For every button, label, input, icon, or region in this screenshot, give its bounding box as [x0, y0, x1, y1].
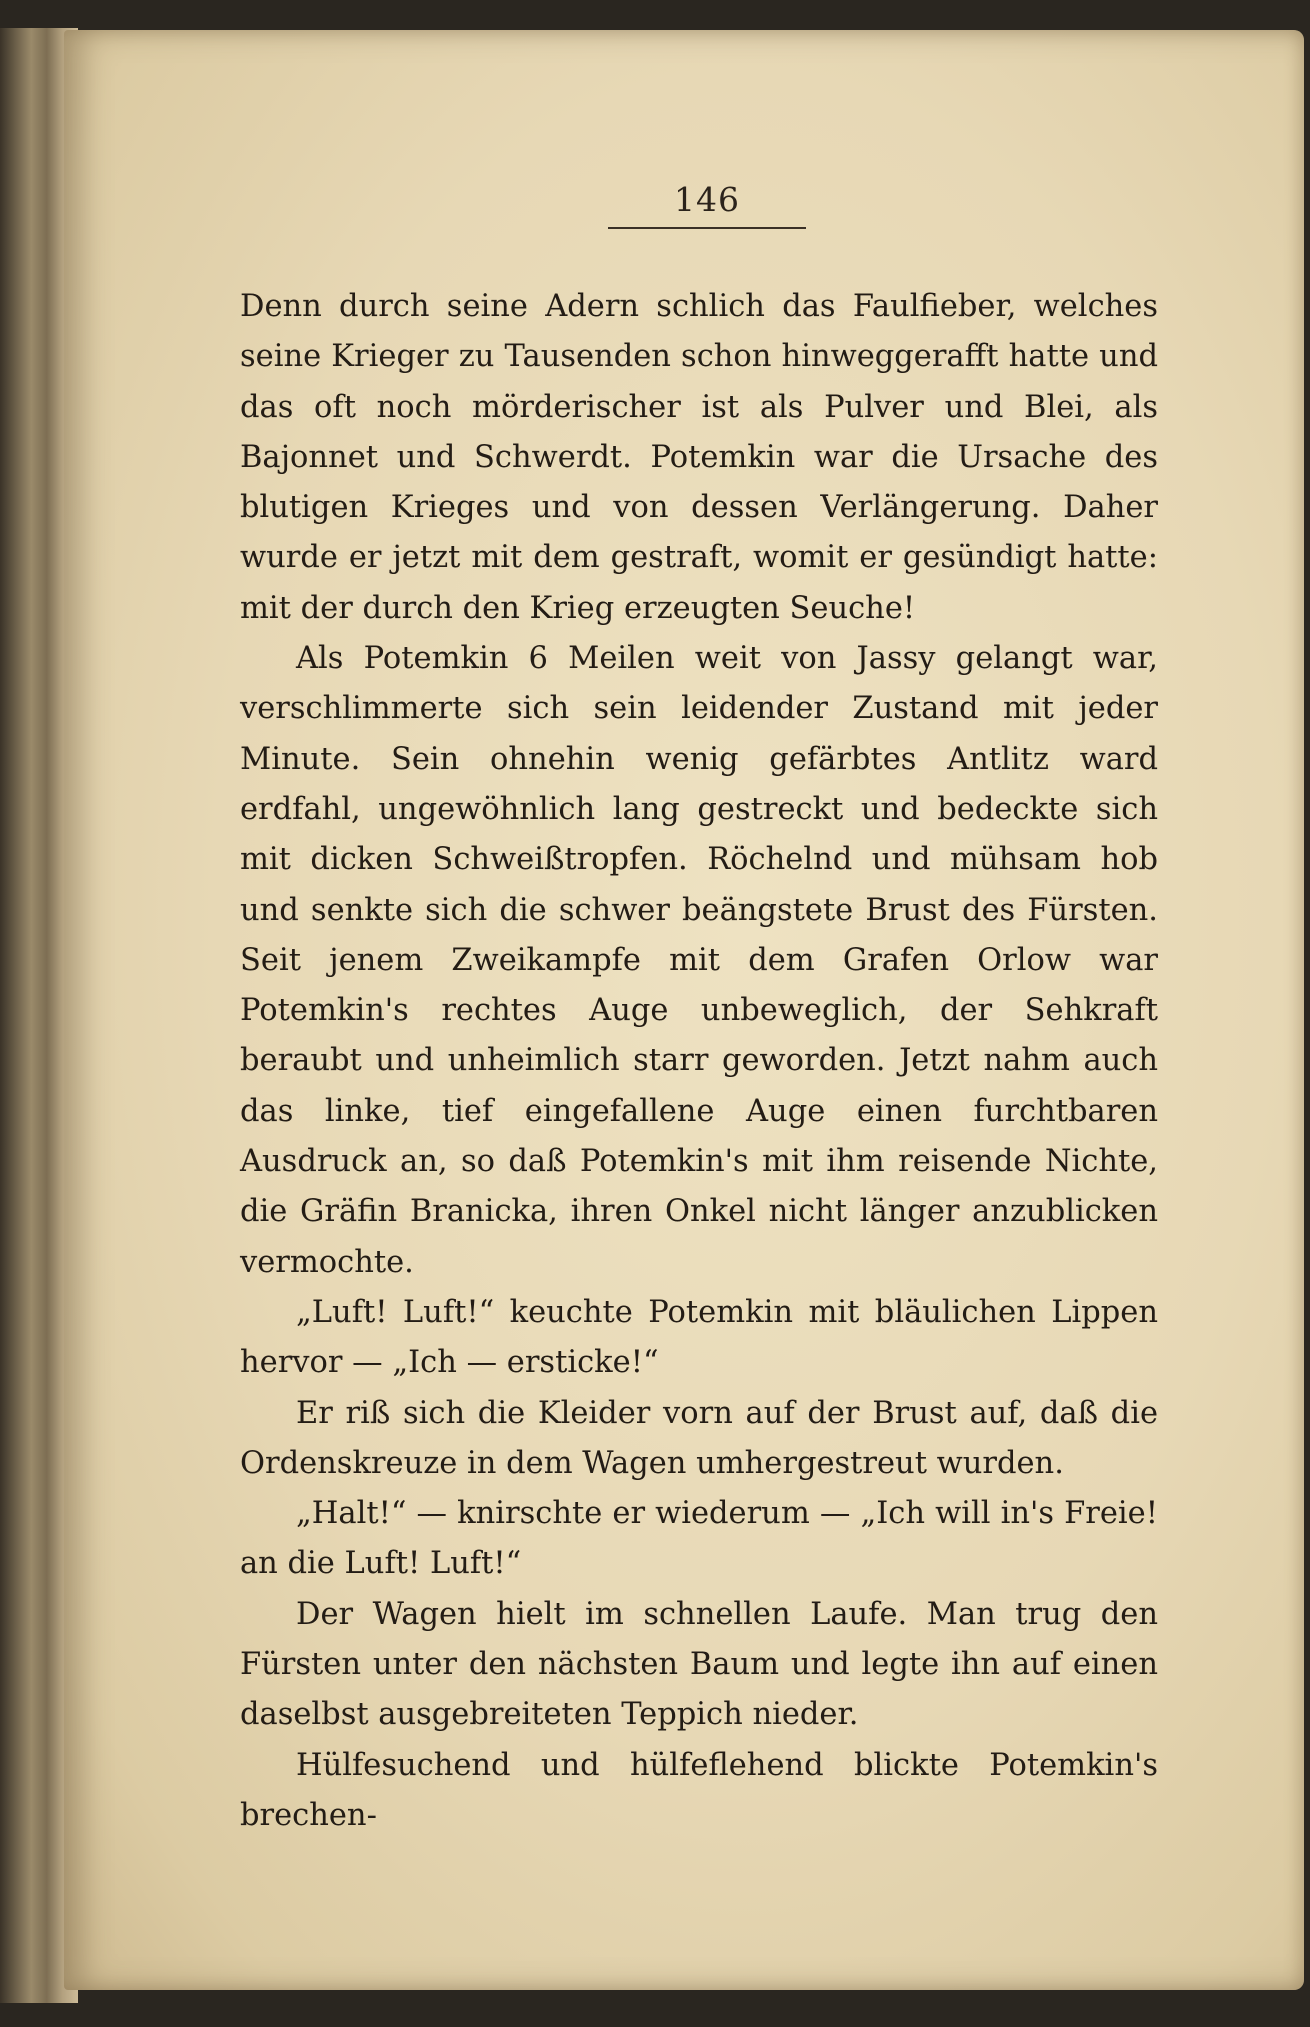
paragraph: Er riß sich die Kleider vorn auf der Brust auf, daß die Ordenskreuze in dem Wagen umhergestreut wurden.	[240, 1395, 1158, 1481]
paragraph: Als Potemkin 6 Meilen weit von Jassy gelangt war, verschlimmerte sich sein leidender Zustand mit jeder Minute. Sein ohnehin wenig gefärbtes Antlitz ward erdfahl, ungewöhnlich lang gestreckt und bedeckte sich mit dicken Schweißtropfen. Röchelnd und mühsam hob und senkte sich die schwer beängstete Brust des Fürsten. Seit jenem Zweikampfe mit dem Grafen Orlow war Potemkin's rechtes Auge unbeweglich, der Sehkraft beraubt und unheimlich starr geworden. Jetzt nahm auch das linke, tief eingefallene Auge einen furchtbaren Ausdruck an, so daß Potemkin's mit ihm reisende Nichte, die Gräfin Branicka, ihren Onkel nicht länger anzublicken vermochte.	[240, 641, 1158, 1280]
page-header	[608, 180, 806, 229]
body-text	[240, 282, 1158, 1841]
paragraph: Hülfesuchend und hülfeflehend blickte Potemkin's brechen-	[240, 1747, 1158, 1833]
paragraph: Denn durch seine Adern schlich das Faulfieber, welches seine Krieger zu Tausenden schon hinweggerafft hatte und das oft noch mörderischer ist als Pulver und Blei, als Bajonnet und Schwerdt. Potemkin war die Ursache des blutigen Krieges und von dessen Verlängerung. Daher wurde er jetzt mit dem gestraft, womit er gesündigt hatte: mit der durch den Krieg erzeugten Seuche!	[240, 289, 1158, 626]
page-number: 146	[674, 180, 740, 219]
paragraph: Der Wagen hielt im schnellen Laufe. Man trug den Fürsten unter den nächsten Baum und legte ihn auf einen daselbst ausgebreiteten Teppich nieder.	[240, 1596, 1158, 1733]
paragraph: „Luft! Luft!“ keuchte Potemkin mit bläulichen Lippen hervor — „Ich — ersticke!“	[240, 1294, 1158, 1381]
header-rule	[608, 227, 806, 229]
paragraph: „Halt!“ — knirschte er wiederum — „Ich will in's Freie! an die Luft! Luft!“	[240, 1496, 1158, 1582]
